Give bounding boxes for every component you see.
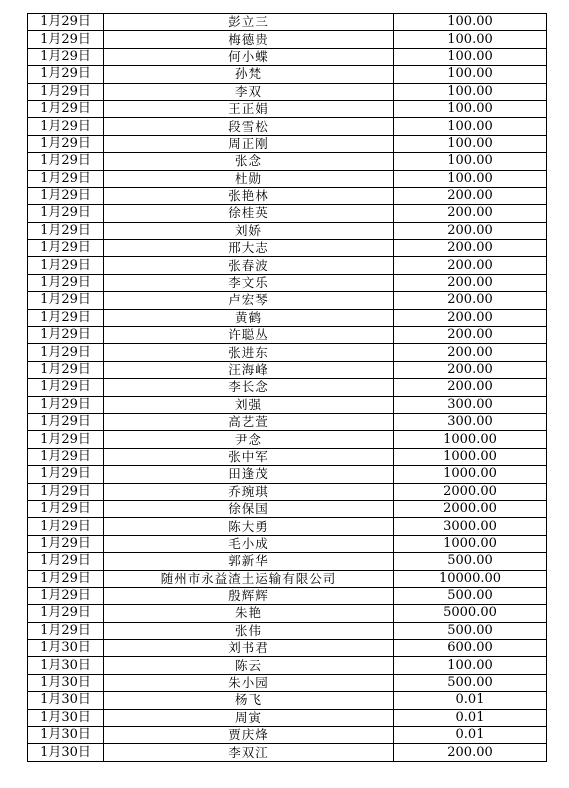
amount-cell: 200.00: [394, 379, 547, 396]
amount-cell: 200.00: [394, 309, 547, 326]
date-cell: 1月30日: [28, 692, 104, 709]
date-cell: 1月29日: [28, 31, 104, 48]
amount-cell: 300.00: [394, 413, 547, 430]
date-cell: 1月29日: [28, 500, 104, 517]
date-cell: 1月29日: [28, 257, 104, 274]
donor-name-cell: 段雪松: [104, 118, 394, 135]
date-cell: 1月29日: [28, 187, 104, 204]
donor-name-cell: 张中军: [104, 448, 394, 465]
date-cell: 1月29日: [28, 240, 104, 257]
amount-cell: 200.00: [394, 327, 547, 344]
donor-name-cell: 贾庆烽: [104, 727, 394, 744]
date-cell: 1月29日: [28, 292, 104, 309]
donor-name-cell: 乔琬琪: [104, 483, 394, 500]
date-cell: 1月29日: [28, 170, 104, 187]
date-cell: 1月29日: [28, 535, 104, 552]
donor-name-cell: 周寅: [104, 709, 394, 726]
date-cell: 1月29日: [28, 83, 104, 100]
table-row: [28, 570, 547, 587]
amount-cell: 200.00: [394, 344, 547, 361]
donor-name-cell: 刘强: [104, 396, 394, 413]
table-row: [28, 31, 547, 48]
date-cell: 1月29日: [28, 466, 104, 483]
amount-cell: 500.00: [394, 622, 547, 639]
amount-cell: 200.00: [394, 292, 547, 309]
amount-cell: 2000.00: [394, 500, 547, 517]
donor-name-cell: 刘娇: [104, 222, 394, 239]
donor-name-cell: 彭立三: [104, 14, 394, 31]
amount-cell: 0.01: [394, 727, 547, 744]
amount-cell: 100.00: [394, 135, 547, 152]
amount-cell: 100.00: [394, 657, 547, 674]
amount-cell: 0.01: [394, 709, 547, 726]
donor-name-cell: 卢宏琴: [104, 292, 394, 309]
amount-cell: 200.00: [394, 240, 547, 257]
donor-name-cell: 随州市永益渣土运输有限公司: [104, 570, 394, 587]
date-cell: 1月29日: [28, 14, 104, 31]
date-cell: 1月30日: [28, 709, 104, 726]
date-cell: 1月29日: [28, 553, 104, 570]
date-cell: 1月30日: [28, 640, 104, 657]
amount-cell: 10000.00: [394, 570, 547, 587]
donor-name-cell: 邢大志: [104, 240, 394, 257]
table-row: [28, 135, 547, 152]
amount-cell: 100.00: [394, 14, 547, 31]
donor-name-cell: 张进东: [104, 344, 394, 361]
donor-name-cell: 朱小园: [104, 674, 394, 691]
donor-name-cell: 汪海峰: [104, 361, 394, 378]
donor-name-cell: 毛小成: [104, 535, 394, 552]
donor-name-cell: 郭新华: [104, 553, 394, 570]
date-cell: 1月29日: [28, 361, 104, 378]
donor-name-cell: 张伟: [104, 622, 394, 639]
donor-name-cell: 尹念: [104, 431, 394, 448]
table-row: [28, 466, 547, 483]
donor-name-cell: 田逢茂: [104, 466, 394, 483]
date-cell: 1月29日: [28, 344, 104, 361]
amount-cell: 100.00: [394, 31, 547, 48]
table-row: [28, 14, 547, 31]
table-row: [28, 187, 547, 204]
table-row: [28, 292, 547, 309]
date-cell: 1月29日: [28, 518, 104, 535]
donor-name-cell: 陈云: [104, 657, 394, 674]
table-row: [28, 118, 547, 135]
table-row: [28, 657, 547, 674]
table-row: [28, 66, 547, 83]
donor-name-cell: 李文乐: [104, 274, 394, 291]
amount-cell: 100.00: [394, 66, 547, 83]
date-cell: 1月29日: [28, 379, 104, 396]
amount-cell: 1000.00: [394, 431, 547, 448]
date-cell: 1月30日: [28, 674, 104, 691]
date-cell: 1月29日: [28, 587, 104, 604]
table-row: [28, 744, 547, 761]
table-row: [28, 709, 547, 726]
table-row: [28, 83, 547, 100]
amount-cell: 200.00: [394, 744, 547, 761]
donor-name-cell: 王正娟: [104, 100, 394, 117]
donor-name-cell: 陈大勇: [104, 518, 394, 535]
donor-name-cell: 朱艳: [104, 605, 394, 622]
amount-cell: 200.00: [394, 361, 547, 378]
donation-table: [27, 13, 547, 762]
donor-name-cell: 李双: [104, 83, 394, 100]
date-cell: 1月29日: [28, 483, 104, 500]
date-cell: 1月29日: [28, 66, 104, 83]
amount-cell: 500.00: [394, 553, 547, 570]
amount-cell: 300.00: [394, 396, 547, 413]
date-cell: 1月29日: [28, 413, 104, 430]
amount-cell: 100.00: [394, 170, 547, 187]
amount-cell: 1000.00: [394, 466, 547, 483]
donor-name-cell: 杜勋: [104, 170, 394, 187]
amount-cell: 100.00: [394, 118, 547, 135]
table-row: [28, 692, 547, 709]
table-row: [28, 587, 547, 604]
date-cell: 1月30日: [28, 657, 104, 674]
table-row: [28, 153, 547, 170]
date-cell: 1月29日: [28, 118, 104, 135]
donor-name-cell: 张春波: [104, 257, 394, 274]
amount-cell: 3000.00: [394, 518, 547, 535]
date-cell: 1月29日: [28, 222, 104, 239]
table-row: [28, 483, 547, 500]
table-row: [28, 257, 547, 274]
donor-name-cell: 许聪丛: [104, 327, 394, 344]
donor-name-cell: 何小蝶: [104, 48, 394, 65]
amount-cell: 500.00: [394, 674, 547, 691]
date-cell: 1月29日: [28, 274, 104, 291]
table-row: [28, 344, 547, 361]
table-row: [28, 222, 547, 239]
table-row: [28, 379, 547, 396]
donor-name-cell: 徐保国: [104, 500, 394, 517]
amount-cell: 100.00: [394, 100, 547, 117]
date-cell: 1月29日: [28, 100, 104, 117]
amount-cell: 200.00: [394, 222, 547, 239]
amount-cell: 100.00: [394, 153, 547, 170]
table-row: [28, 640, 547, 657]
donor-name-cell: 徐桂英: [104, 205, 394, 222]
amount-cell: 200.00: [394, 257, 547, 274]
amount-cell: 100.00: [394, 83, 547, 100]
table-row: [28, 240, 547, 257]
table-row: [28, 309, 547, 326]
donor-name-cell: 刘书君: [104, 640, 394, 657]
amount-cell: 600.00: [394, 640, 547, 657]
table-row: [28, 431, 547, 448]
table-row: [28, 100, 547, 117]
donation-table-body: [28, 14, 547, 762]
table-row: [28, 448, 547, 465]
date-cell: 1月29日: [28, 48, 104, 65]
date-cell: 1月29日: [28, 448, 104, 465]
table-row: [28, 622, 547, 639]
date-cell: 1月30日: [28, 744, 104, 761]
donor-name-cell: 周正刚: [104, 135, 394, 152]
date-cell: 1月29日: [28, 205, 104, 222]
table-row: [28, 327, 547, 344]
table-row: [28, 205, 547, 222]
table-row: [28, 518, 547, 535]
table-row: [28, 48, 547, 65]
donor-name-cell: 梅德贵: [104, 31, 394, 48]
table-row: [28, 727, 547, 744]
donor-name-cell: 张念: [104, 153, 394, 170]
amount-cell: 500.00: [394, 587, 547, 604]
date-cell: 1月29日: [28, 396, 104, 413]
table-row: [28, 170, 547, 187]
date-cell: 1月29日: [28, 153, 104, 170]
date-cell: 1月30日: [28, 727, 104, 744]
table-row: [28, 553, 547, 570]
donor-name-cell: 高艺萱: [104, 413, 394, 430]
amount-cell: 0.01: [394, 692, 547, 709]
table-row: [28, 674, 547, 691]
date-cell: 1月29日: [28, 309, 104, 326]
table-row: [28, 274, 547, 291]
amount-cell: 5000.00: [394, 605, 547, 622]
amount-cell: 100.00: [394, 48, 547, 65]
amount-cell: 2000.00: [394, 483, 547, 500]
table-row: [28, 535, 547, 552]
donor-name-cell: 李长念: [104, 379, 394, 396]
amount-cell: 200.00: [394, 205, 547, 222]
donor-name-cell: 张艳林: [104, 187, 394, 204]
donor-name-cell: 孙梵: [104, 66, 394, 83]
donor-name-cell: 殷辉辉: [104, 587, 394, 604]
amount-cell: 200.00: [394, 274, 547, 291]
donor-name-cell: 李双江: [104, 744, 394, 761]
table-row: [28, 500, 547, 517]
donor-name-cell: 杨飞: [104, 692, 394, 709]
date-cell: 1月29日: [28, 570, 104, 587]
table-row: [28, 396, 547, 413]
amount-cell: 1000.00: [394, 535, 547, 552]
table-row: [28, 605, 547, 622]
donor-name-cell: 黄鹤: [104, 309, 394, 326]
amount-cell: 1000.00: [394, 448, 547, 465]
date-cell: 1月29日: [28, 622, 104, 639]
table-row: [28, 361, 547, 378]
date-cell: 1月29日: [28, 135, 104, 152]
amount-cell: 200.00: [394, 187, 547, 204]
table-row: [28, 413, 547, 430]
date-cell: 1月29日: [28, 605, 104, 622]
date-cell: 1月29日: [28, 431, 104, 448]
date-cell: 1月29日: [28, 327, 104, 344]
